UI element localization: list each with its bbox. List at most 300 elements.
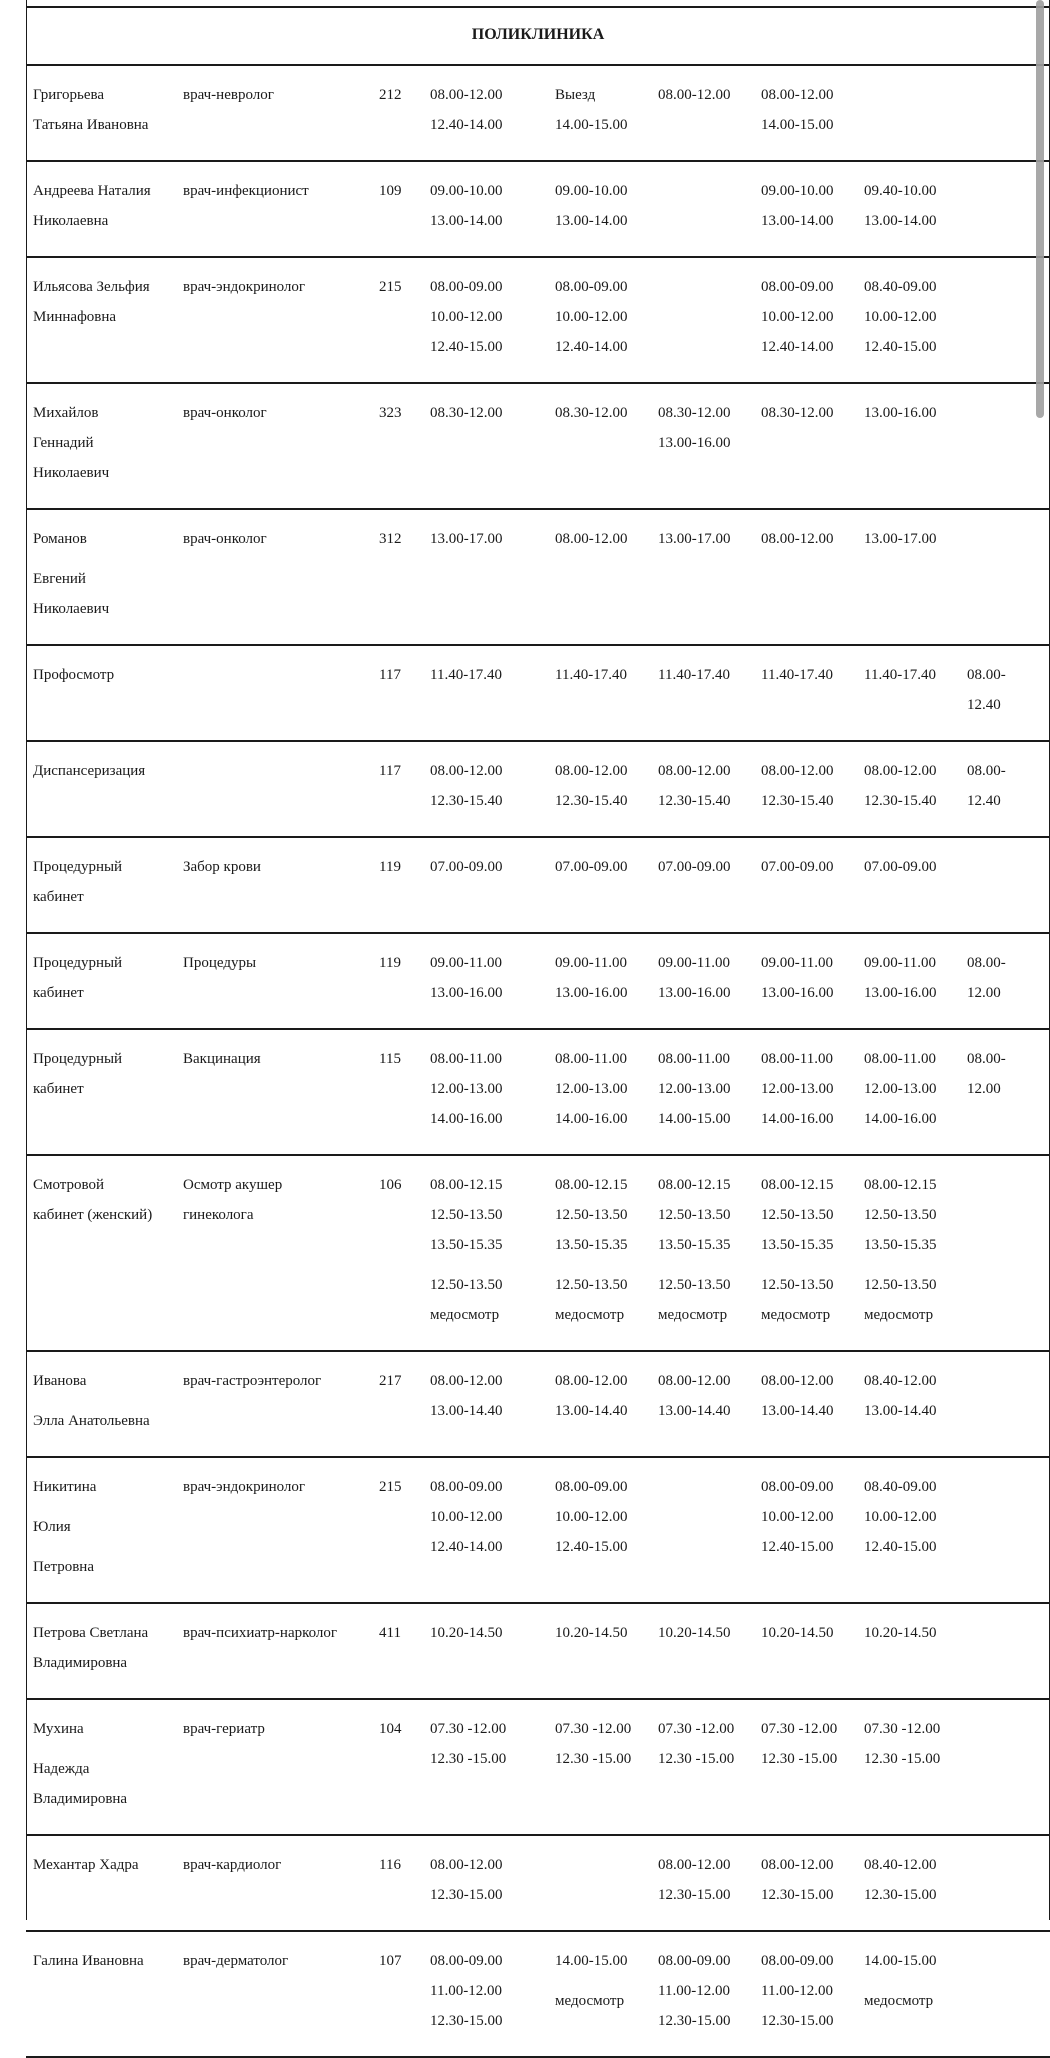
cell-line: 08.00-09.00 [430,1953,503,1969]
cell-line: врач-невролог [183,87,274,103]
table-row [26,741,1050,837]
cell-line: медосмотр [430,1307,500,1323]
schedule-day-cell [548,509,651,645]
room-number-cell: 215 [372,257,423,383]
cell-line: 12.50-13.50 [430,1277,503,1293]
cell-line: 13.00-16.00 [864,985,937,1001]
cell-line: врач-гериатр [183,1721,265,1737]
cell-line: 09.00-10.00 [555,183,628,199]
schedule-day-cell [857,1835,960,1931]
schedule-day-cell [651,933,754,1029]
cell-line: 12.00-13.00 [761,1081,834,1097]
schedule-day-cell [754,645,857,741]
cell-line: Профосмотр [33,667,115,683]
cell-line: 14.00-16.00 [555,1111,628,1127]
cell-line: 08.00-09.00 [761,1479,834,1495]
cell-line: 08.30-12.00 [430,405,503,421]
schedule-day-cell [960,1931,1050,2057]
cell-line: 11.40-17.40 [555,667,627,683]
room-number-cell: 115 [372,1029,423,1155]
cell-line: 08.00-12.00 [555,531,628,547]
schedule-day-cell [857,1931,960,2057]
schedule-day-cell [857,933,960,1029]
cell-line: 12.40-15.00 [864,1539,937,1555]
schedule-day-cell [423,933,548,1029]
schedule-day-cell [754,383,857,509]
cell-line: Надежда [33,1761,90,1777]
cell-line: 08.30-12.00 [555,405,628,421]
specialty-cell [176,1835,372,1931]
specialty-cell [176,1457,372,1603]
cell-line: 13.00-14.40 [864,1403,937,1419]
cell-line: 13.00-14.00 [864,213,937,229]
cell-line: 13.00-14.40 [430,1403,503,1419]
cell-line [33,1396,176,1406]
cell-line: 12.30-15.00 [864,1887,937,1903]
cell-line: 08.30-12.00 [658,405,731,421]
cell-line: 08.00-12.00 [761,763,834,779]
specialty-cell [176,837,372,933]
cell-line: Евгений [33,571,86,587]
cell-line: 08.00-12.00 [658,87,731,103]
cell-line: Диспансеризация [33,763,146,779]
cell-line: 10.00-12.00 [761,309,834,325]
table-row [26,1931,1050,2057]
cell-line: Мухина [33,1721,84,1737]
cell-line: 10.20-14.50 [555,1625,628,1641]
scrollbar-thumb[interactable] [1036,0,1044,418]
cell-line: 12.30-15.40 [430,793,503,809]
cell-line: 13.50-15.35 [761,1237,834,1253]
cell-line: 12.30-15.40 [555,793,628,809]
schedule-day-cell [857,1351,960,1457]
cell-line: 12.30-15.00 [658,1887,731,1903]
cell-line: 13.00-17.00 [864,531,937,547]
schedule-body [26,7,1050,2057]
specialty-cell [176,741,372,837]
schedule-day-cell [651,161,754,257]
table-row [26,1699,1050,1835]
cell-line: 10.00-12.00 [864,309,937,325]
schedule-day-cell [960,1351,1050,1457]
room-number-cell: 107 [372,1931,423,2057]
schedule-day-cell [960,933,1050,1029]
cell-line: Механтар Хадра [33,1857,139,1873]
cell-line: 08.40-12.00 [864,1857,937,1873]
cell-line: 12.40-14.00 [761,339,834,355]
table-row [26,509,1050,645]
schedule-day-cell [857,1155,960,1351]
cell-line: Процедурный [33,859,123,875]
cell-line: Геннадий [33,435,94,451]
schedule-day-cell [960,509,1050,645]
cell-line: 12.40-15.00 [555,1539,628,1555]
cell-line: 13.00-16.00 [658,985,731,1001]
table-row [26,65,1050,161]
schedule-day-cell [754,1457,857,1603]
cell-line: 12.40 [967,793,1001,809]
cell-line: врач-эндокринолог [183,279,306,295]
doctor-name-cell [26,1699,176,1835]
cell-line: 10.00-12.00 [555,309,628,325]
cell-line: 14.00-16.00 [761,1111,834,1127]
cell-line: 07.30 -12.00 [555,1721,632,1737]
cell-line: 08.00-12.00 [658,763,731,779]
doctor-name-cell [26,257,176,383]
schedule-day-cell [857,1457,960,1603]
schedule-day-cell [960,1155,1050,1351]
cell-line: 14.00-15.00 [555,117,628,133]
cell-line: 08.00-09.00 [658,1953,731,1969]
cell-line: 10.00-12.00 [761,1509,834,1525]
specialty-cell [176,1029,372,1155]
cell-line: 07.30 -12.00 [430,1721,507,1737]
cell-line: Никитина [33,1479,97,1495]
cell-line: Забор крови [183,859,261,875]
cell-line: 08.00-12.00 [761,1373,834,1389]
cell-line [658,1260,754,1270]
cell-line: 13.00-16.00 [555,985,628,1001]
schedule-day-cell [857,741,960,837]
cell-line: 12.50-13.50 [761,1277,834,1293]
doctor-name-cell [26,645,176,741]
cell-line: 08.00-12.00 [555,763,628,779]
room-number-cell: 411 [372,1603,423,1699]
cell-line: 08.00-09.00 [555,1479,628,1495]
table-row [26,933,1050,1029]
cell-line: Николаевна [33,213,109,229]
cell-line: 12.50-13.50 [430,1207,503,1223]
doctor-name-cell [26,1155,176,1351]
cell-line: 12.30 -15.00 [555,1751,632,1767]
specialty-cell [176,257,372,383]
cell-line: 08.00-12.15 [761,1177,834,1193]
schedule-day-cell [960,741,1050,837]
cell-line: Николаевич [33,601,110,617]
cell-line: кабинет (женский) [33,1207,153,1223]
specialty-cell [176,509,372,645]
cell-line: 07.00-09.00 [555,859,628,875]
cell-line: Выезд [555,87,596,103]
cell-line: гинеколога [183,1207,254,1223]
cell-line: 12.00 [967,1081,1001,1097]
room-number-cell: 215 [372,1457,423,1603]
doctor-name-cell [26,741,176,837]
cell-line: 07.30 -12.00 [761,1721,838,1737]
cell-line: 13.00-14.00 [555,213,628,229]
cell-line: 09.00-11.00 [430,955,502,971]
cell-line: 08.00- [967,955,1006,971]
cell-line: 10.20-14.50 [864,1625,937,1641]
cell-line: 12.40-14.00 [555,339,628,355]
doctor-name-cell [26,1351,176,1457]
cell-line: 12.30-15.40 [658,793,731,809]
cell-line: 09.00-11.00 [761,955,833,971]
room-number-cell: 217 [372,1351,423,1457]
cell-line [33,554,176,564]
cell-line: 13.50-15.35 [658,1237,731,1253]
specialty-cell [176,933,372,1029]
cell-line: 10.20-14.50 [430,1625,503,1641]
cell-line: 08.00-12.00 [430,1857,503,1873]
cell-line: 12.30 -15.00 [430,1751,507,1767]
table-row [26,837,1050,933]
schedule-day-cell [857,837,960,933]
table-row [26,1835,1050,1931]
cell-line: 13.00-16.00 [864,405,937,421]
doctor-name-cell [26,837,176,933]
schedule-day-cell [423,161,548,257]
schedule-day-cell [548,645,651,741]
schedule-day-cell [651,1699,754,1835]
schedule-day-cell [960,1603,1050,1699]
cell-line: 07.00-09.00 [430,859,503,875]
cell-line: 13.50-15.35 [555,1237,628,1253]
table-row [26,161,1050,257]
schedule-day-cell [548,383,651,509]
schedule-day-cell [651,645,754,741]
schedule-day-cell [548,257,651,383]
room-number-cell: 323 [372,383,423,509]
table-header-row [26,7,1050,65]
cell-line: 08.00-12.00 [555,1373,628,1389]
cell-line: 08.40-09.00 [864,279,937,295]
schedule-day-cell [548,741,651,837]
cell-line [555,1260,651,1270]
schedule-day-cell [754,1155,857,1351]
cell-line: 08.00-12.15 [555,1177,628,1193]
table-row [26,1029,1050,1155]
cell-line: медосмотр [761,1307,831,1323]
schedule-day-cell [960,1835,1050,1931]
schedule-day-cell [423,1029,548,1155]
cell-line: кабинет [33,1081,84,1097]
cell-line: Михайлов [33,405,99,421]
cell-line: 08.00-09.00 [430,1479,503,1495]
schedule-day-cell [548,1699,651,1835]
schedule-day-cell [423,741,548,837]
cell-line [864,1976,960,1986]
schedule-day-cell [651,1351,754,1457]
cell-line: 08.00-12.00 [658,1373,731,1389]
cell-line: 10.00-12.00 [555,1509,628,1525]
cell-line: 11.40-17.40 [658,667,730,683]
table-row [26,645,1050,741]
cell-line: 08.00-12.00 [864,763,937,779]
schedule-day-cell [548,1835,651,1931]
cell-line: 12.30 -15.00 [761,1751,838,1767]
cell-line: 09.00-11.00 [658,955,730,971]
cell-line: Процедуры [183,955,257,971]
room-number-cell: 116 [372,1835,423,1931]
cell-line: 08.40-12.00 [864,1373,937,1389]
schedule-day-cell [548,933,651,1029]
schedule-table [26,6,1050,2058]
schedule-day-cell [857,645,960,741]
specialty-cell [176,65,372,161]
cell-line: Процедурный [33,955,123,971]
table-row [26,383,1050,509]
cell-line: Григорьева [33,87,105,103]
specialty-cell [176,1603,372,1699]
cell-line: 07.00-09.00 [761,859,834,875]
doctor-name-cell [26,1835,176,1931]
doctor-name-cell [26,65,176,161]
cell-line: 12.30-15.00 [761,2013,834,2029]
cell-line: 13.00-16.00 [761,985,834,1001]
cell-line: 12.30 -15.00 [864,1751,941,1767]
cell-line: Романов [33,531,87,547]
cell-line: 12.50-13.50 [761,1207,834,1223]
cell-line: 08.00-12.00 [430,1373,503,1389]
schedule-day-cell [548,65,651,161]
cell-line: 08.00-09.00 [555,279,628,295]
cell-line: 08.00-12.00 [761,87,834,103]
cell-line: 14.00-15.00 [864,1953,937,1969]
schedule-day-cell [651,1835,754,1931]
cell-line: 13.50-15.35 [430,1237,503,1253]
cell-line [33,1542,176,1552]
cell-line [555,1976,651,1986]
cell-line: 13.50-15.35 [864,1237,937,1253]
cell-line: медосмотр [555,1993,625,2009]
schedule-day-cell [423,1835,548,1931]
cell-line [430,1260,548,1270]
cell-line: 13.00-14.40 [555,1403,628,1419]
cell-line: 12.50-13.50 [864,1207,937,1223]
cell-line: 08.00-12.00 [761,1857,834,1873]
doctor-name-cell [26,933,176,1029]
cell-line: Юлия [33,1519,71,1535]
cell-line: 09.00-11.00 [555,955,627,971]
schedule-day-cell [651,1029,754,1155]
cell-line: 10.20-14.50 [761,1625,834,1641]
cell-line: кабинет [33,985,84,1001]
cell-line: 08.30-12.00 [761,405,834,421]
schedule-day-cell [857,383,960,509]
cell-line: 09.00-11.00 [864,955,936,971]
cell-line: врач-инфекционист [183,183,309,199]
cell-line [33,1744,176,1754]
cell-line: 12.30-15.40 [864,793,937,809]
specialty-cell [176,383,372,509]
cell-line: медосмотр [864,1307,934,1323]
schedule-day-cell [857,1603,960,1699]
table-row [26,1351,1050,1457]
cell-line: 14.00-16.00 [430,1111,503,1127]
schedule-day-cell [754,161,857,257]
cell-line: 13.00-16.00 [658,435,731,451]
cell-line: 12.40-15.00 [430,339,503,355]
schedule-day-cell [651,1603,754,1699]
schedule-day-cell [960,1699,1050,1835]
schedule-day-cell [548,1351,651,1457]
cell-line: Ильясова Зельфия [33,279,150,295]
schedule-day-cell [857,257,960,383]
cell-line: Смотровой [33,1177,105,1193]
schedule-day-cell [423,257,548,383]
schedule-day-cell [548,837,651,933]
cell-line: Татьяна Ивановна [33,117,149,133]
doctor-name-cell [26,1931,176,2057]
page-title: ПОЛИКЛИНИКА [26,7,1050,65]
schedule-day-cell [960,645,1050,741]
cell-line: Петровна [33,1559,94,1575]
schedule-day-cell [857,161,960,257]
schedule-day-cell [857,509,960,645]
cell-line: 08.00-11.00 [761,1051,833,1067]
room-number-cell: 312 [372,509,423,645]
cell-line: 12.50-13.50 [555,1207,628,1223]
cell-line: 11.00-12.00 [761,1983,833,1999]
table-row [26,1457,1050,1603]
cell-line: медосмотр [555,1307,625,1323]
cell-line: 08.00-11.00 [430,1051,502,1067]
cell-line: врач-онколог [183,531,267,547]
schedule-day-cell [754,257,857,383]
cell-line: 09.00-10.00 [430,183,503,199]
cell-line: 10.20-14.50 [658,1625,731,1641]
doctor-name-cell [26,161,176,257]
cell-line: 11.40-17.40 [864,667,936,683]
cell-line: 10.00-12.00 [864,1509,937,1525]
specialty-cell [176,1351,372,1457]
schedule-day-cell [754,1351,857,1457]
cell-line: Владимировна [33,1655,128,1671]
schedule-day-cell [857,1029,960,1155]
cell-line: медосмотр [658,1307,728,1323]
cell-line: Осмотр акушер [183,1177,283,1193]
schedule-day-cell [857,1699,960,1835]
schedule-day-cell [754,1931,857,2057]
schedule-day-cell [651,837,754,933]
cell-line: Процедурный [33,1051,123,1067]
cell-line: Элла Анатольевна [33,1413,150,1429]
cell-line: врач-гастроэнтеролог [183,1373,322,1389]
cell-line: 13.00-14.00 [430,213,503,229]
schedule-day-cell [651,741,754,837]
doctor-name-cell [26,509,176,645]
schedule-day-cell [548,1931,651,2057]
room-number-cell: 117 [372,741,423,837]
cell-line: 12.50-13.50 [658,1277,731,1293]
table-row [26,1155,1050,1351]
cell-line: Андреева Наталия [33,183,151,199]
cell-line: 13.00-16.00 [430,985,503,1001]
cell-line: врач-эндокринолог [183,1479,306,1495]
schedule-day-cell [651,1155,754,1351]
cell-line: 07.00-09.00 [658,859,731,875]
specialty-cell [176,161,372,257]
schedule-day-cell [960,837,1050,933]
schedule-day-cell [423,1351,548,1457]
schedule-day-cell [754,1835,857,1931]
cell-line: 12.40-15.00 [761,1539,834,1555]
cell-line: 09.00-10.00 [761,183,834,199]
schedule-day-cell [423,837,548,933]
cell-line: 12.40-15.00 [864,339,937,355]
cell-line: 08.00- [967,667,1006,683]
cell-line: 13.00-14.40 [658,1403,731,1419]
schedule-day-cell [754,1029,857,1155]
cell-line: врач-дерматолог [183,1953,289,1969]
cell-line: 13.00-17.00 [430,531,503,547]
cell-line: врач-онколог [183,405,267,421]
cell-line: 12.30-15.00 [430,2013,503,2029]
schedule-day-cell [548,1155,651,1351]
schedule-day-cell [754,933,857,1029]
schedule-day-cell [423,1457,548,1603]
